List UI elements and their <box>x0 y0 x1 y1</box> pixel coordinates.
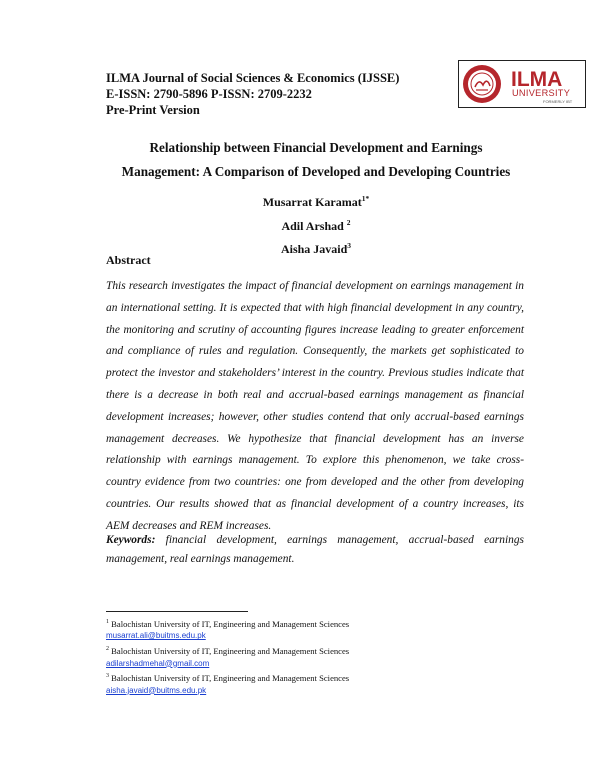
ilma-seal-icon <box>459 61 585 107</box>
author-mark: 2 <box>346 217 351 227</box>
title-line-2: Management: A Comparison of Developed and Developing Countries <box>121 164 511 179</box>
footnote-2 <box>106 643 506 670</box>
keywords-label: Keywords: <box>106 534 156 546</box>
abstract-heading: Abstract <box>106 253 151 267</box>
footnote-3 <box>106 670 506 697</box>
journal-header <box>106 70 436 118</box>
abstract-body: This research investigates the impact of financial development on earnings management in an international setting. It is expected that with high financial development in any country, the monitoring and scrutiny of accounting figures increase leading to greater enforcement and compliance of rules and regulation. Consequently, the markets get sophisticated to protect the investor and stakeholders’ interest in the country. Previous studies indicate that there is a decrease in both real and accrual-based earnings management as financial development increases; however, other studies contend that only accrual-based earnings management decreases. We hypothesize that financial development has an inverse relationship with earnings management. To explore this phenomenon, we take cross-country evidence from two countries: one from developed and the other from developing countries. Our results showed that as financial development of a country increases, its AEM decreases and REM increases. <box>106 280 524 532</box>
author-name: Adil Arshad <box>281 218 347 233</box>
author-1 <box>106 189 526 213</box>
footnote-affiliation: Balochistan University of IT, Engineering and Management Sciences <box>109 618 350 629</box>
footnote-mark: 3 <box>106 673 109 680</box>
author-3 <box>106 236 526 260</box>
author-mark: 3 <box>347 241 352 250</box>
logo-subword: UNIVERSITY <box>512 88 571 98</box>
paper-title <box>106 136 526 184</box>
keywords <box>106 531 524 569</box>
footnotes <box>106 616 506 697</box>
footnote-email-link[interactable]: adilarshadmehal@gmail.com <box>106 658 210 668</box>
author-name: Musarrat Karamat <box>262 195 362 209</box>
footnote-mark: 2 <box>106 646 109 653</box>
logo-tagline: FORMERLY IBT <box>543 99 573 104</box>
footnote-affiliation: Balochistan University of IT, Engineering and Management Sciences <box>109 645 350 656</box>
keywords-text: financial development, earnings management, accrual-based earnings management, real earnings management. <box>106 534 524 565</box>
footnote-mark: 1 <box>106 619 109 625</box>
footnote-email-link[interactable]: aisha.javaid@buitms.edu.pk <box>106 685 207 695</box>
author-2 <box>106 213 526 237</box>
author-name: Aisha Javaid <box>280 242 348 256</box>
ilma-university-logo <box>458 60 586 108</box>
footnote-1 <box>106 616 506 643</box>
author-mark: 1* <box>361 194 370 203</box>
footnote-affiliation: Balochistan University of IT, Engineering and Management Sciences <box>109 672 350 683</box>
author-list <box>106 189 526 260</box>
logo-word: ILMA <box>511 68 563 91</box>
journal-issn: E-ISSN: 2790-5896 P-ISSN: 2709-2232 <box>106 87 312 101</box>
title-line-1: Relationship between Financial Development and Earnings <box>149 140 483 155</box>
journal-version: Pre-Print Version <box>106 103 200 117</box>
footnote-email-link[interactable]: musarrat.ali@buitms.edu.pk <box>106 631 206 641</box>
footnote-divider <box>106 611 248 612</box>
journal-name: ILMA Journal of Social Sciences & Economics (IJSSE) <box>106 71 400 85</box>
